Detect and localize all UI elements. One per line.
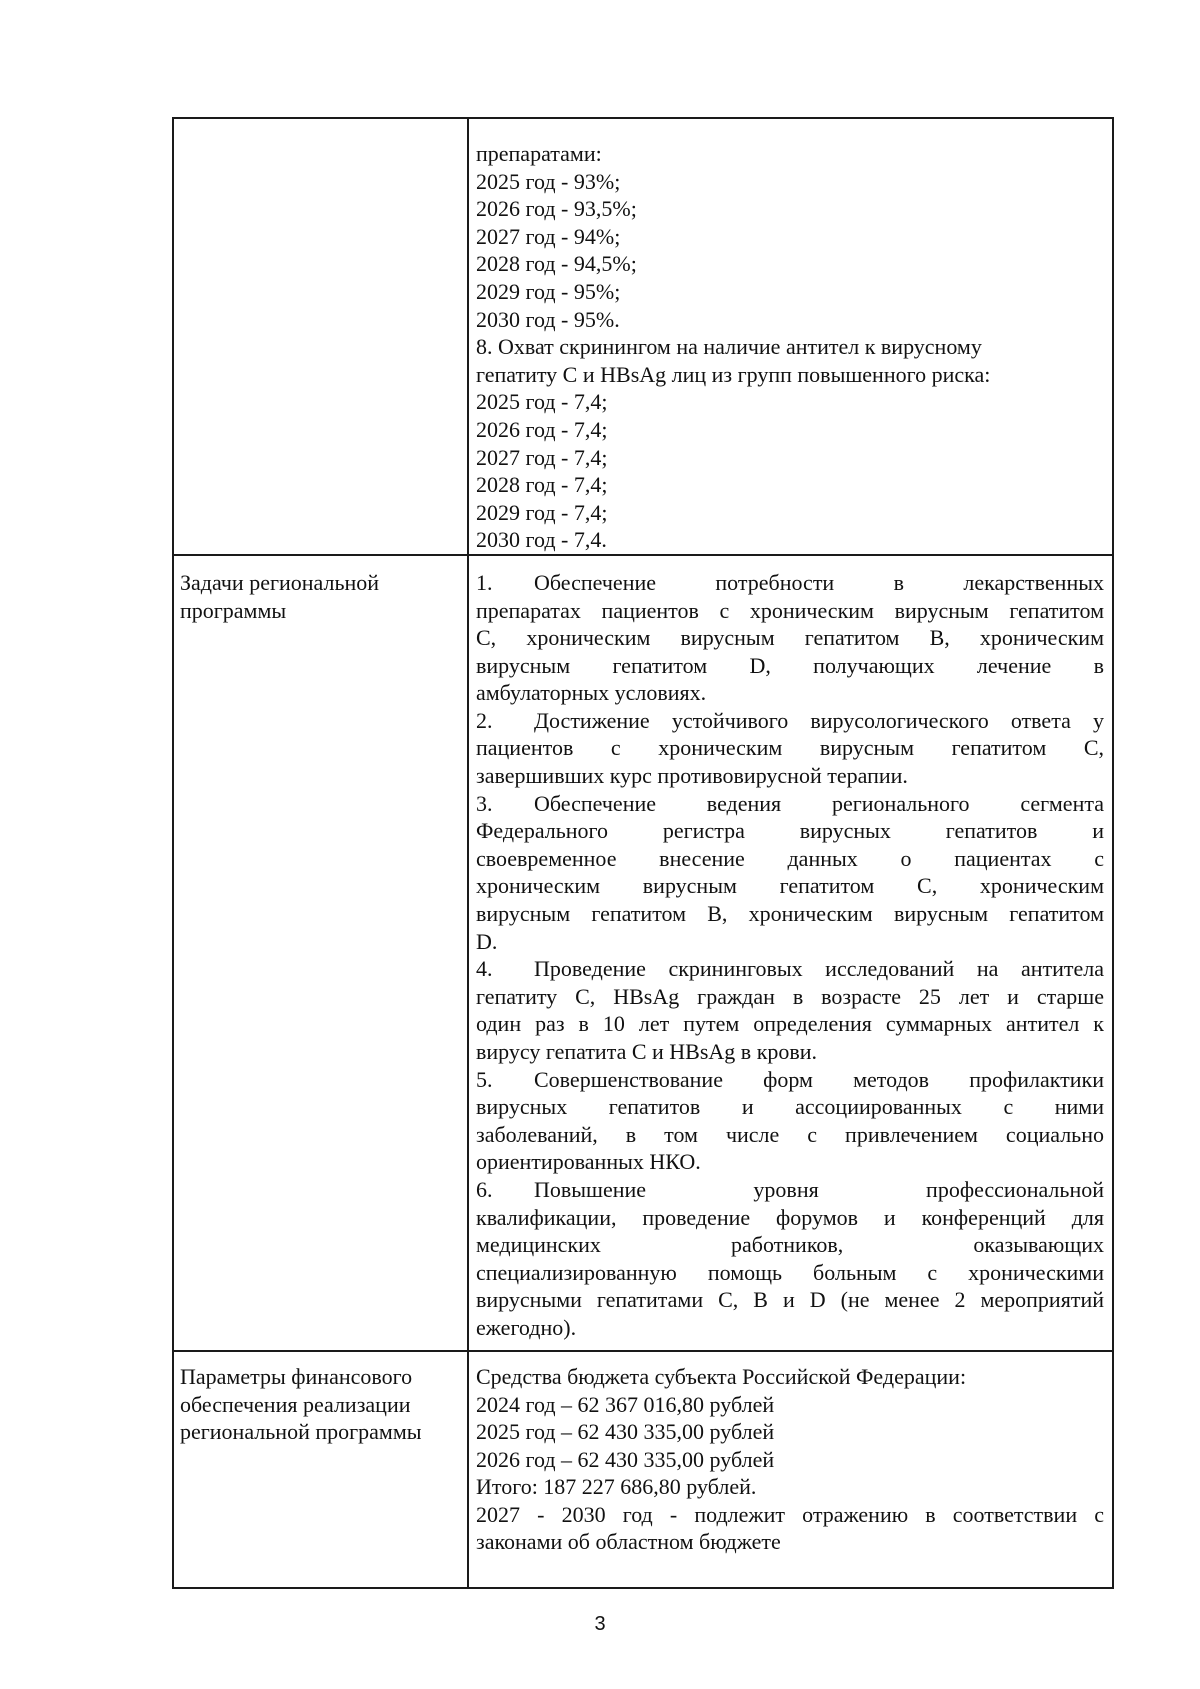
page-number: 3 [594, 1613, 606, 1635]
task-line: Федерального регистра вирусных гепатитов и [476, 818, 1104, 844]
financing-label: обеспечения реализации [180, 1391, 411, 1417]
tasks-label: программы [180, 597, 287, 623]
task-line: медицинских работников, оказывающих [476, 1232, 1104, 1258]
targets-line: 2029 год - 95%; [476, 278, 621, 304]
financing-line: 2026 год – 62 430 335,00 рублей [476, 1446, 775, 1472]
tasks-label-cell [173, 555, 468, 1351]
task-line: Совершенствование форм методов профилактики [534, 1066, 1104, 1092]
task-item [476, 707, 1104, 735]
task-line: амбулаторных условиях. [476, 680, 707, 706]
task-line: специализированную помощь больным с хроническими [476, 1259, 1104, 1285]
task-line: Достижение устойчивого вирусологического ответа у [534, 707, 1104, 733]
task-line: гепатиту С, HBsAg граждан в возрасте 25 лет и старше [476, 983, 1104, 1009]
task-number: 5. [476, 1066, 493, 1092]
financing-cell [468, 1351, 1113, 1588]
tasks-label: Задачи региональной [180, 569, 380, 595]
table-row-financing [173, 1351, 1113, 1588]
financing-line: 2025 год – 62 430 335,00 рублей [476, 1419, 775, 1445]
task-number: 2. [476, 707, 493, 733]
table-row-tasks [173, 555, 1113, 1351]
task-line: Обеспечение ведения регионального сегмента [534, 790, 1104, 816]
task-line: вирусным гепатитом В, хроническим вирусным гепатитом [476, 901, 1104, 927]
task-item [476, 1176, 1104, 1204]
task-line: хроническим вирусным гепатитом С, хроническим [476, 873, 1104, 899]
task-line: препаратах пациентов с хроническим вирусным гепатитом [476, 597, 1104, 623]
task-item [476, 955, 1104, 983]
targets-line: 2030 год - 7,4. [476, 527, 607, 553]
task-number: 3. [476, 790, 493, 816]
financing-label: Параметры финансового [180, 1363, 413, 1389]
targets-line: 2025 год - 93%; [476, 168, 621, 194]
task-line: заболеваний, в том числе с привлечением социально [476, 1121, 1104, 1147]
financing-line: 2024 год – 62 367 016,80 рублей [476, 1391, 775, 1417]
task-line: завершивших курс противовирусной терапии. [476, 763, 908, 789]
table-row-targets [173, 118, 1113, 555]
task-line: своевременное внесение данных о пациентах с [476, 845, 1104, 871]
targets-cell [468, 118, 1113, 555]
targets-line: 2026 год - 93,5%; [476, 196, 637, 222]
task-line: вирусными гепатитами С, В и D (не менее 2 мероприятий [476, 1287, 1104, 1313]
task-line: Повышение уровня профессиональной [534, 1176, 1104, 1202]
financing-label-cell [173, 1351, 468, 1588]
financing-line: законами об областном бюджете [476, 1529, 781, 1555]
task-line: вирусным гепатитом D, получающих лечение в [476, 652, 1104, 678]
program-passport-table [172, 117, 1114, 1589]
targets-line: гепатиту С и HBsAg лиц из групп повышенного риска: [476, 361, 991, 387]
financing-line: 2027 - 2030 год - подлежит отражению в соответствии с [476, 1501, 1104, 1527]
targets-line: 2027 год - 7,4; [476, 444, 608, 470]
task-item [476, 790, 1104, 818]
task-line: один раз в 10 лет путем определения суммарных антител к [476, 1011, 1104, 1037]
task-number: 1. [476, 569, 493, 595]
task-line: ежегодно). [476, 1314, 577, 1340]
task-item [476, 569, 1104, 597]
task-line: вирусных гепатитов и ассоциированных с ними [476, 1094, 1104, 1120]
task-line: Обеспечение потребности в лекарственных [534, 569, 1104, 595]
tasks-cell [468, 555, 1113, 1351]
targets-line: 8. Охват скринингом на наличие антител к вирусному [476, 334, 982, 360]
task-line: квалификации, проведение форумов и конференций для [476, 1204, 1104, 1230]
targets-line: 2026 год - 7,4; [476, 416, 608, 442]
targets-line: 2029 год - 7,4; [476, 499, 608, 525]
task-line: Проведение скрининговых исследований на антитела [534, 956, 1104, 982]
task-number: 4. [476, 956, 493, 982]
targets-line: 2028 год - 94,5%; [476, 251, 637, 277]
targets-line: препаратами: [476, 141, 602, 166]
task-line: D. [476, 928, 498, 954]
financing-label: региональной программы [180, 1419, 422, 1445]
task-number: 6. [476, 1176, 493, 1202]
targets-line: 2030 год - 95%. [476, 306, 620, 332]
task-line: вирусу гепатита С и HBsAg в крови. [476, 1039, 818, 1064]
financing-line: Средства бюджета субъекта Российской Федерации: [476, 1363, 967, 1389]
task-item [476, 1066, 1104, 1094]
targets-line: 2025 год - 7,4; [476, 389, 608, 415]
task-line: пациентов с хроническим вирусным гепатитом С, [476, 735, 1104, 761]
targets-line: 2028 год - 7,4; [476, 472, 608, 498]
row-label-empty [173, 118, 468, 555]
task-line: ориентированных НКО. [476, 1149, 701, 1175]
task-line: С, хроническим вирусным гепатитом В, хроническим [476, 625, 1104, 651]
targets-line: 2027 год - 94%; [476, 223, 621, 249]
financing-line: Итого: 187 227 686,80 рублей. [476, 1474, 757, 1500]
